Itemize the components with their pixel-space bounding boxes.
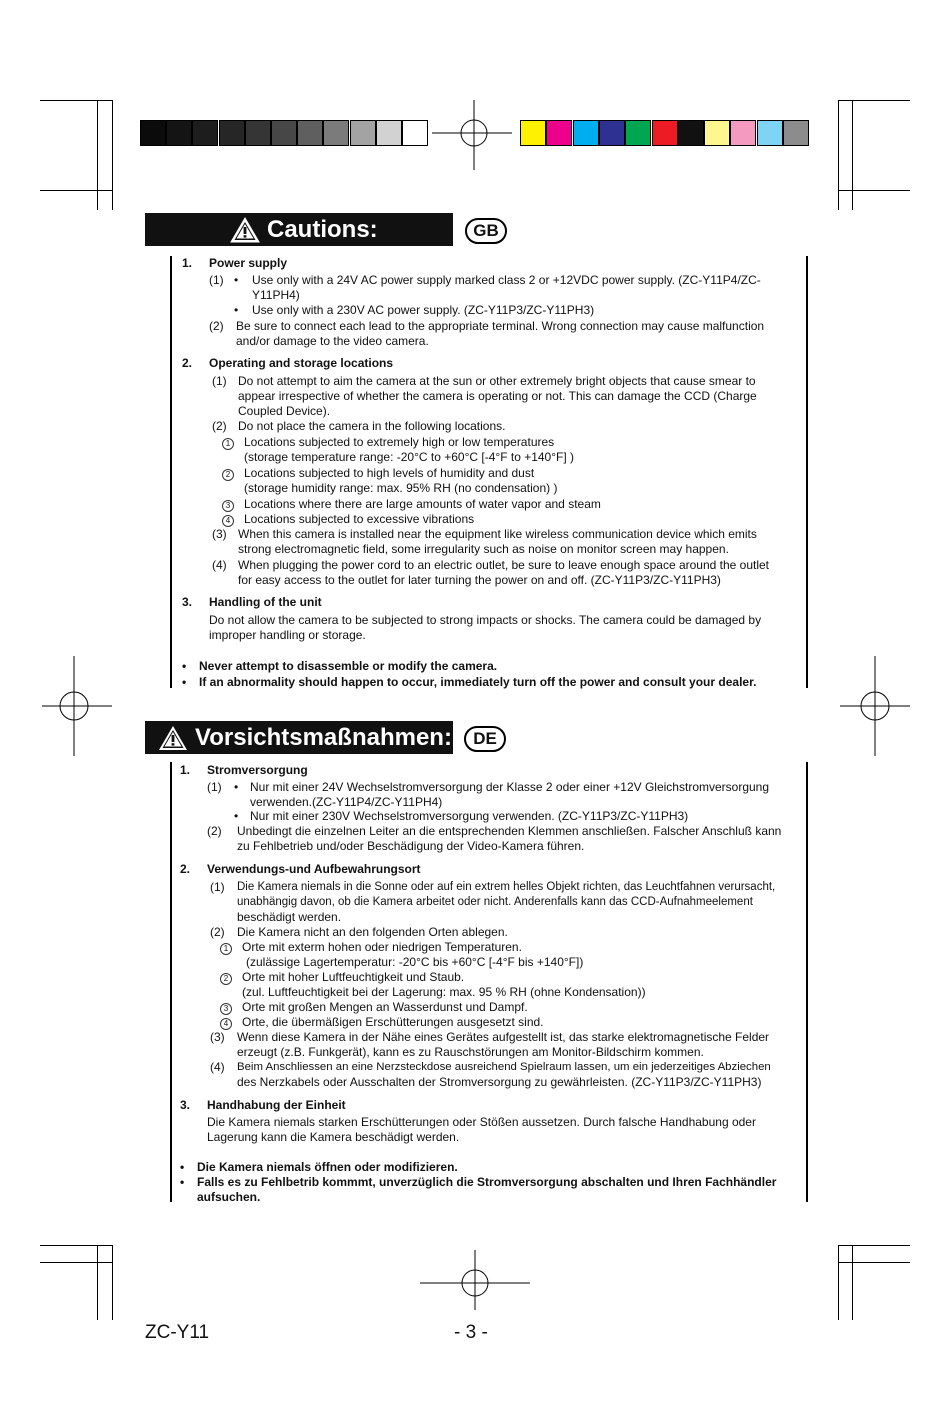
paragraph: Locations subjected to high levels of humidity and dust bbox=[244, 466, 535, 480]
paragraph: appear irrespective of whether the camera is operating or not. This can damage the CCD (Charge bbox=[238, 389, 757, 403]
circled-number-2: 2 bbox=[222, 466, 234, 481]
bullet: • bbox=[180, 1160, 185, 1174]
warning-icon bbox=[229, 216, 261, 244]
color-swatch bbox=[652, 120, 678, 146]
circled-number-1: 1 bbox=[222, 435, 234, 450]
paragraph: erzeugt (z.B. Funkgerät), kann es zu Rauschstörungen am Monitor-Bildschirm kommen. bbox=[237, 1045, 704, 1059]
item-number: (1) bbox=[207, 780, 222, 794]
item-number: (2) bbox=[207, 824, 222, 838]
page-number: - 3 - bbox=[454, 1322, 488, 1343]
paragraph: Wenn diese Kamera in der Nähe eines Gerätes aufgestellt ist, das starke elektromagnetische Felder bbox=[237, 1030, 770, 1044]
item-number: (3) bbox=[212, 527, 227, 541]
bullet: • bbox=[182, 659, 187, 673]
paragraph: Coupled Device). bbox=[238, 404, 331, 418]
vorsicht-title: Vorsichtsmaßnahmen: bbox=[195, 723, 452, 751]
section-number: 3. bbox=[180, 1098, 191, 1112]
paragraph: Use only with a 24V AC power supply marked class 2 or +12VDC power supply. (ZC-Y11P4/ZC- bbox=[252, 273, 761, 287]
color-swatch bbox=[599, 120, 625, 146]
section-heading: Operating and storage locations bbox=[209, 356, 394, 370]
paragraph: Be sure to connect each lead to the appropriate terminal. Wrong connection may cause malfunction bbox=[236, 319, 765, 333]
paragraph: improper handling or storage. bbox=[209, 628, 366, 642]
section-heading: Power supply bbox=[209, 256, 288, 270]
warning-icon bbox=[157, 724, 189, 752]
paragraph: Locations where there are large amounts of water vapor and steam bbox=[244, 497, 601, 511]
gray-swatch bbox=[323, 120, 349, 146]
section-number: 3. bbox=[182, 595, 193, 609]
section-heading: Verwendungs-und Aufbewahrungsort bbox=[207, 862, 421, 876]
color-swatch bbox=[783, 120, 809, 146]
circled-number-3: 3 bbox=[222, 497, 234, 512]
paragraph: Orte mit großen Mengen an Wasserdunst und Dampf. bbox=[242, 1000, 528, 1014]
language-badge-gb: GB bbox=[465, 218, 507, 244]
circled-number-2: 2 bbox=[220, 970, 232, 985]
bullet: • bbox=[234, 809, 239, 823]
paragraph: (zul. Luftfeuchtigkeit bei der Lagerung: max. 95 % RH (ohne Kondensation)) bbox=[242, 985, 646, 999]
cautions-title: Cautions: bbox=[267, 215, 378, 243]
paragraph: beschädigt werden. bbox=[237, 910, 342, 924]
paragraph: (storage humidity range: max. 95% RH (no condensation) ) bbox=[244, 481, 558, 495]
gray-swatch bbox=[376, 120, 402, 146]
paragraph: Orte mit hoher Luftfeuchtigkeit und Staub. bbox=[242, 970, 465, 984]
registration-mark-bottom bbox=[420, 1250, 530, 1310]
color-swatch bbox=[757, 120, 783, 146]
paragraph: Do not place the camera in the following locations. bbox=[238, 419, 506, 433]
color-swatch bbox=[573, 120, 599, 146]
paragraph: Y11PH4) bbox=[252, 288, 300, 302]
circled-number-1: 1 bbox=[220, 940, 232, 955]
gray-swatch bbox=[271, 120, 297, 146]
section-heading: Stromversorgung bbox=[207, 763, 308, 777]
item-number: (2) bbox=[210, 925, 225, 939]
section-number: 2. bbox=[182, 356, 193, 370]
paragraph: strong electromagnetic field, some irregularity such as noise on monitor screen may happen. bbox=[238, 542, 729, 556]
paragraph: Die Kamera niemals in die Sonne oder auf ein extrem helles Objekt richten, das Leuchtfahnen verursacht, bbox=[237, 881, 776, 893]
color-swatch bbox=[704, 120, 730, 146]
paragraph: des Nerzkabels oder Ausschalten der Stromversorgung zu gewährleisten. (ZC-Y11P3/ZC-Y11PH3) bbox=[237, 1075, 762, 1089]
bullet: • bbox=[234, 273, 239, 287]
paragraph: zu Fehlbetrieb und/oder Beschädigung der Video-Kamera führen. bbox=[237, 839, 585, 853]
paragraph: Lagerung kann die Kamera beschädigt werden. bbox=[207, 1130, 460, 1144]
item-number: (1) bbox=[209, 273, 224, 287]
gray-swatch bbox=[166, 120, 192, 146]
paragraph: Nur mit einer 230V Wechselstromversorgung verwenden. (ZC-Y11P3/ZC-Y11PH3) bbox=[250, 809, 689, 823]
paragraph: Do not attempt to aim the camera at the sun or other extremely bright objects that cause smear to bbox=[238, 374, 756, 388]
color-swatch bbox=[625, 120, 651, 146]
item-number: (2) bbox=[209, 319, 224, 333]
section-number: 1. bbox=[180, 763, 191, 777]
paragraph: verwenden.(ZC-Y11P4/ZC-Y11PH4) bbox=[250, 795, 443, 809]
gray-swatch bbox=[402, 120, 428, 146]
paragraph: Orte, die übermäßigen Erschütterungen ausgesetzt sind. bbox=[242, 1015, 544, 1029]
vorsicht-header bbox=[145, 721, 453, 754]
warning-text: Die Kamera niemals öffnen oder modifizieren. bbox=[197, 1160, 458, 1174]
bullet: • bbox=[234, 303, 239, 317]
warning-text: Falls es zu Fehlbetrib kommmt, unverzüglich die Stromversorgung abschalten und Ihren Fachhändler bbox=[197, 1175, 777, 1189]
paragraph: (storage temperature range: -20°C to +60°C [-4°F to +140°F] ) bbox=[244, 450, 575, 464]
model-name: ZC-Y11 bbox=[145, 1322, 210, 1343]
color-swatch bbox=[678, 120, 704, 146]
section-number: 1. bbox=[182, 256, 193, 270]
paragraph: When plugging the power cord to an electric outlet, be sure to leave enough space around the outlet bbox=[238, 558, 770, 572]
gray-swatch bbox=[297, 120, 323, 146]
gray-swatch bbox=[219, 120, 245, 146]
paragraph: Locations subjected to extremely high or low temperatures bbox=[244, 435, 555, 449]
paragraph: Orte mit exterm hohen oder niedrigen Temperaturen. bbox=[242, 940, 522, 954]
registration-mark-right bbox=[840, 656, 910, 756]
section-heading: Handhabung der Einheit bbox=[207, 1098, 346, 1112]
paragraph: Die Kamera niemals starken Erschütterungen oder Stößen aussetzen. Durch falsche Handhabung oder bbox=[207, 1115, 756, 1129]
gray-swatch bbox=[245, 120, 271, 146]
paragraph: (zulässige Lagertemperatur: -20°C bis +60°C [-4°F bis +140°F]) bbox=[246, 955, 584, 969]
gray-swatch bbox=[192, 120, 218, 146]
paragraph: Die Kamera nicht an den folgenden Orten ablegen. bbox=[237, 925, 508, 939]
paragraph: Beim Anschliessen an eine Nerzsteckdose ausreichend Spielraum lassen, um ein jederzeitiges Abziechen bbox=[237, 1061, 771, 1073]
section-number: 2. bbox=[180, 862, 191, 876]
bullet: • bbox=[234, 780, 239, 794]
paragraph: Locations subjected to excessive vibrations bbox=[244, 512, 475, 526]
bullet: • bbox=[182, 675, 187, 689]
paragraph: When this camera is installed near the equipment like wireless communication device which emits bbox=[238, 527, 757, 541]
warning-text: If an abnormality should happen to occur, immediately turn off the power and consult your dealer. bbox=[199, 675, 757, 689]
bullet: • bbox=[180, 1175, 185, 1189]
color-swatch bbox=[520, 120, 546, 146]
item-number: (4) bbox=[210, 1060, 225, 1074]
item-number: (3) bbox=[210, 1030, 225, 1044]
item-number: (4) bbox=[212, 558, 227, 572]
paragraph: Unbedingt die einzelnen Leiter an die entsprechenden Klemmen anschließen. Falscher Anschluß kann bbox=[237, 824, 782, 838]
warning-text: Never attempt to disassemble or modify the camera. bbox=[199, 659, 498, 673]
gray-swatch bbox=[350, 120, 376, 146]
registration-mark-left bbox=[42, 656, 112, 756]
circled-number-3: 3 bbox=[220, 1000, 232, 1015]
paragraph: unabhängig davon, ob die Kamera arbeitet oder nicht. Anderenfalls kann das CCD-Aufnahmeelement bbox=[237, 896, 753, 908]
item-number: (1) bbox=[210, 880, 225, 894]
paragraph: and/or damage to the video camera. bbox=[236, 334, 429, 348]
language-badge-de: DE bbox=[464, 726, 506, 752]
section-heading: Handling of the unit bbox=[209, 595, 322, 609]
item-number: (1) bbox=[212, 374, 227, 388]
paragraph: Do not allow the camera to be subjected to strong impacts or shocks. The camera could be damaged by bbox=[209, 613, 762, 627]
registration-mark-top bbox=[432, 100, 512, 170]
circled-number-4: 4 bbox=[222, 512, 234, 527]
circled-number-4: 4 bbox=[220, 1015, 232, 1030]
paragraph: for easy access to the outlet for later turning the power on and off. (ZC-Y11P3/ZC-Y11PH3) bbox=[238, 573, 721, 587]
item-number: (2) bbox=[212, 419, 227, 433]
paragraph: Nur mit einer 24V Wechselstromversorgung der Klasse 2 oder einer +12V Gleichstromversorgung bbox=[250, 780, 770, 794]
paragraph: Use only with a 230V AC power supply. (ZC-Y11P3/ZC-Y11PH3) bbox=[252, 303, 595, 317]
gray-swatch bbox=[140, 120, 166, 146]
warning-text: aufsuchen. bbox=[197, 1190, 261, 1204]
color-swatch bbox=[730, 120, 756, 146]
cautions-header bbox=[145, 213, 453, 246]
color-swatch bbox=[546, 120, 572, 146]
